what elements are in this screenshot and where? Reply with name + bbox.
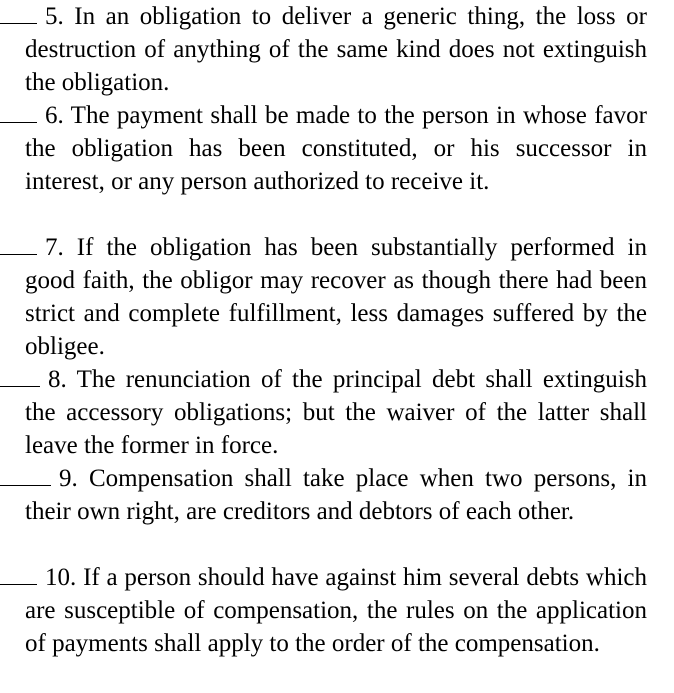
- statement-5: [25, 0, 647, 99]
- statement-text: Compensation shall take place when two persons, in their own right, are creditors and debtors of each other.: [25, 465, 647, 525]
- statement-text: The renunciation of the principal debt shall extinguish the accessory obligations; but the waiver of the latter shall leave the former in force.: [25, 366, 647, 459]
- answer-blank[interactable]: [0, 364, 40, 387]
- statement-6: [25, 99, 647, 198]
- answer-blank[interactable]: [0, 1, 37, 24]
- statement-text: The payment shall be made to the person in whose favor the obligation has been constituted, or his successor in interest, or any person authorized to receive it.: [25, 102, 647, 195]
- statement-text: In an obligation to deliver a generic thing, the loss or destruction of anything of the same kind does not extinguish the obligation.: [25, 3, 647, 96]
- statement-9: [25, 462, 647, 528]
- answer-blank[interactable]: [0, 463, 51, 486]
- answer-blank[interactable]: [0, 562, 37, 585]
- statement-number: 8.: [48, 366, 67, 393]
- statement-text: If a person should have against him several debts which are susceptible of compensation, the rules on the application of payments shall apply to the order of the compensation.: [25, 564, 647, 657]
- statement-text: If the obligation has been substantially performed in good faith, the obligor may recover as though there had been strict and complete fulfillment, less damages suffered by the obligee.: [25, 234, 648, 360]
- statement-7: [25, 231, 647, 363]
- statement-number: 6.: [45, 102, 64, 129]
- statement-10: [25, 561, 647, 660]
- statement-8: [25, 363, 647, 462]
- statement-number: 9.: [59, 465, 78, 492]
- statement-number: 5.: [45, 3, 64, 30]
- answer-blank[interactable]: [0, 232, 37, 255]
- statement-number: 10.: [45, 564, 77, 591]
- statement-number: 7.: [45, 234, 64, 261]
- answer-blank[interactable]: [0, 100, 37, 123]
